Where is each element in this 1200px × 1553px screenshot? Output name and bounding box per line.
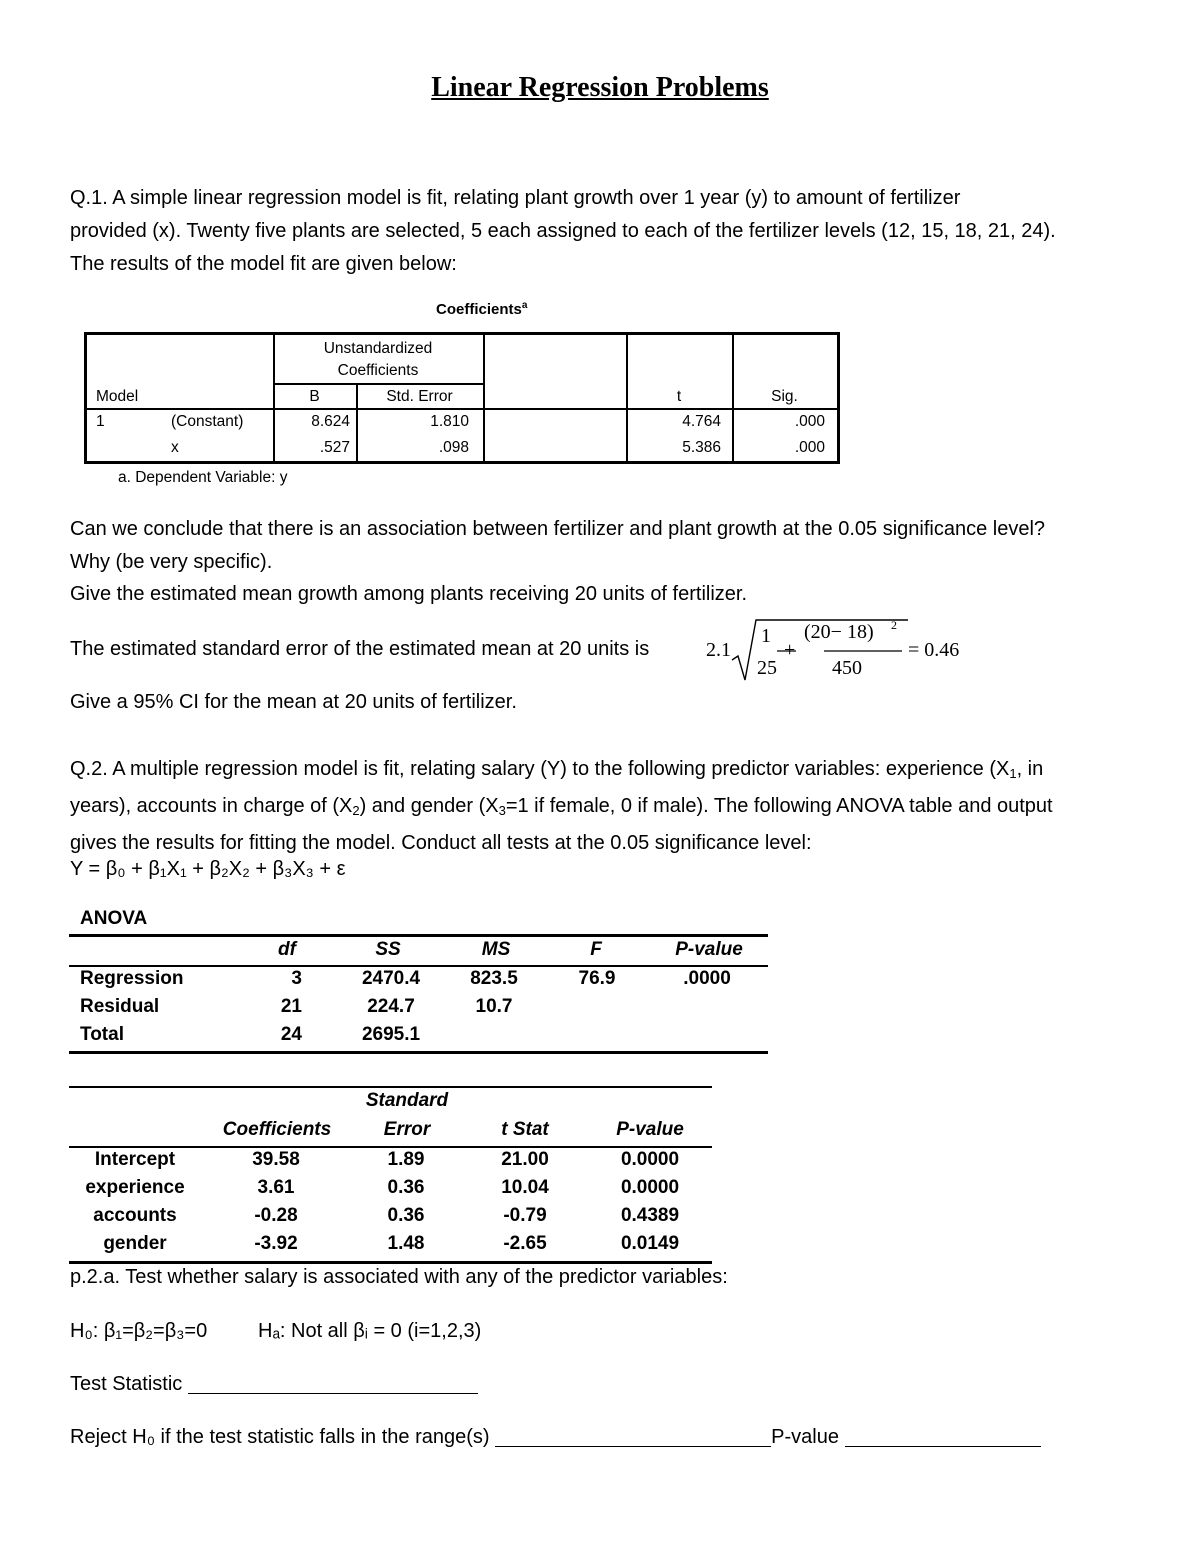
coef-row-label: Intercept [94, 1149, 176, 1170]
row-divider [87, 408, 837, 410]
q2-intro [70, 753, 1160, 860]
row-term: x [171, 439, 179, 456]
coef-row-t: 10.04 [501, 1177, 549, 1198]
coef-header-t: t Stat [501, 1119, 549, 1140]
coefficients-caption-sup: a [521, 300, 528, 311]
reject-range-blank[interactable] [495, 1426, 771, 1447]
coef-row-p: 0.0149 [620, 1233, 680, 1254]
row-se: 1.810 [430, 413, 469, 430]
test-statistic-row [70, 1373, 478, 1396]
q2-intro-l2a: years), accounts in charge of (X [70, 795, 353, 817]
formula-frac2-exp: 2 [891, 618, 897, 632]
anova-title: ANOVA [80, 908, 148, 929]
anova-row-df: 21 [280, 996, 302, 1017]
table-footnote: a. Dependent Variable: y [118, 469, 288, 486]
q2-intro-line-1 [70, 753, 1160, 790]
q2-intro-l2c: =1 if female, 0 if male). The following ANOVA table and output [505, 795, 1053, 817]
q2-part-a: p.2.a. Test whether salary is associated with any of the predictor variables: [70, 1266, 728, 1288]
formula-frac2-den: 450 [832, 657, 862, 679]
page-title: Linear Regression Problems [431, 72, 769, 103]
header-unstandardized [273, 338, 483, 382]
col-divider [483, 335, 485, 461]
coef-row-p: 0.0000 [620, 1177, 680, 1198]
q2-intro-l2b: ) and gender (X [359, 795, 499, 817]
coef-row-t: -2.65 [503, 1233, 547, 1254]
row-term: (Constant) [171, 413, 244, 430]
coef-row-label: accounts [93, 1205, 177, 1226]
anova-header-rule [69, 965, 768, 967]
coef-row-coef: 3.61 [257, 1177, 295, 1198]
anova-top-rule [69, 934, 768, 937]
coef-header-se-l1: Standard [365, 1090, 449, 1111]
anova-row-ss: 2470.4 [361, 968, 421, 989]
q2-intro-l1a: Q.2. A multiple regression model is fit, relating salary (Y) to the following predictor variables: experience (X [70, 758, 1010, 780]
formula-coef: 2.1 [706, 639, 731, 661]
row-divider [273, 383, 483, 385]
header-model: Model [96, 388, 139, 405]
coef-bottom-rule [69, 1261, 712, 1264]
row-se: .098 [438, 439, 469, 456]
header-unstandardized-l2: Coefficients [337, 362, 419, 379]
row-t: 5.386 [682, 439, 721, 456]
q2-model-equation: Y = β₀ + β₁X₁ + β₂X₂ + β₃X₃ + ε [70, 858, 346, 880]
coef-header-p: P-value [616, 1119, 684, 1140]
header-sig: Sig. [771, 388, 798, 405]
q2-intro-l1b: , in [1016, 758, 1044, 780]
q2-null-hypothesis: H₀: β₁=β₂=β₃=0 [70, 1320, 208, 1342]
q2-intro-l1-sub: 1 [1009, 766, 1017, 781]
formula-frac1-den: 25 [757, 657, 777, 679]
coef-header-coefficients: Coefficients [222, 1119, 332, 1140]
header-b: B [309, 388, 320, 405]
formula-frac1-num: 1 [761, 625, 771, 647]
coef-row-label: gender [103, 1233, 167, 1254]
q1-intro [70, 182, 1160, 281]
anova-header-f: F [590, 939, 602, 960]
spss-coefficients-table [84, 332, 840, 464]
coef-row-label: experience [85, 1177, 185, 1198]
q2-alt-hypothesis: Hₐ: Not all βᵢ = 0 (i=1,2,3) [258, 1320, 482, 1342]
coefficients-caption-text: Coefficients [436, 301, 522, 318]
row-sig: .000 [794, 413, 825, 430]
coefficients-caption [436, 300, 527, 318]
q1-question-association [70, 513, 1160, 579]
coef-top-rule [69, 1086, 712, 1088]
q1-intro-line-3: The results of the model fit are given below: [70, 253, 457, 275]
formula-frac2-num: (20− 18) [804, 621, 874, 643]
anova-row-label: Total [80, 1024, 124, 1045]
reject-row [70, 1426, 1041, 1449]
q1-question-association-l2: Why (be very specific). [70, 551, 273, 573]
q2-intro-line-2 [70, 790, 1160, 827]
q1-question-association-l1: Can we conclude that there is an association between fertilizer and plant growth at the 0.05 significance level? [70, 518, 1046, 540]
coef-row-p: 0.4389 [620, 1205, 680, 1226]
coef-row-t: -0.79 [503, 1205, 547, 1226]
anova-row-label: Regression [80, 968, 184, 989]
coef-header-rule [69, 1146, 712, 1148]
anova-header-ms: MS [481, 939, 511, 960]
test-statistic-blank[interactable] [188, 1373, 478, 1394]
anova-row-ms: 823.5 [470, 968, 518, 989]
coef-row-se: 0.36 [387, 1205, 425, 1226]
anova-row-ss: 224.7 [367, 996, 415, 1017]
q2-intro-l2-sub1: 2 [352, 803, 360, 818]
pvalue-blank[interactable] [845, 1426, 1041, 1447]
formula-plus: + [784, 639, 796, 661]
header-unstandardized-l1: Unstandardized [323, 340, 433, 357]
coef-header-se-l2: Error [383, 1119, 431, 1140]
anova-row-df: 24 [280, 1024, 302, 1045]
anova-row-ss: 2695.1 [361, 1024, 421, 1045]
coef-row-t: 21.00 [501, 1149, 549, 1170]
header-t: t [676, 388, 682, 405]
row-model: 1 [96, 413, 105, 430]
anova-header-pvalue: P-value [675, 939, 743, 960]
coef-row-se: 1.48 [387, 1233, 425, 1254]
coef-row-se: 0.36 [387, 1177, 425, 1198]
anova-header-df: df [278, 939, 296, 960]
header-std-error: Std. Error [386, 388, 453, 405]
pvalue-label: P-value [771, 1426, 839, 1448]
anova-row-label: Residual [80, 996, 160, 1017]
q2-intro-l2-sub2: 3 [498, 803, 506, 818]
anova-row-ms: 10.7 [475, 996, 513, 1017]
coef-row-p: 0.0000 [620, 1149, 680, 1170]
q1-intro-line-2: provided (x). Twenty five plants are selected, 5 each assigned to each of the fertilizer levels (12, 15, 18, 21, 24). [70, 220, 1056, 242]
row-t: 4.764 [682, 413, 721, 430]
q2-intro-line-3: gives the results for fitting the model. Conduct all tests at the 0.05 significance level: [70, 832, 812, 854]
anova-row-df: 3 [291, 968, 302, 989]
coef-row-coef: -0.28 [254, 1205, 298, 1226]
formula-result: = 0.46 [908, 639, 960, 661]
reject-label: Reject H₀ if the test statistic falls in the range(s) [70, 1426, 490, 1448]
anova-header-ss: SS [375, 939, 401, 960]
coef-row-coef: 39.58 [252, 1149, 300, 1170]
anova-bottom-rule [69, 1051, 768, 1054]
coef-row-se: 1.89 [387, 1149, 425, 1170]
anova-row-f: 76.9 [578, 968, 616, 989]
row-sig: .000 [794, 439, 825, 456]
se-formula [706, 612, 986, 682]
q1-intro-line-1: Q.1. A simple linear regression model is fit, relating plant growth over 1 year (y) to amount of fertilizer [70, 187, 961, 209]
q1-question-ci: Give a 95% CI for the mean at 20 units of fertilizer. [70, 691, 517, 713]
coef-row-coef: -3.92 [254, 1233, 298, 1254]
test-statistic-label: Test Statistic [70, 1373, 183, 1395]
q1-question-mean: Give the estimated mean growth among plants receiving 20 units of fertilizer. [70, 583, 748, 605]
row-b: .527 [319, 439, 350, 456]
q1-question-se-text: The estimated standard error of the estimated mean at 20 units is [70, 638, 650, 660]
anova-row-p: .0000 [683, 968, 731, 989]
row-b: 8.624 [311, 413, 350, 430]
